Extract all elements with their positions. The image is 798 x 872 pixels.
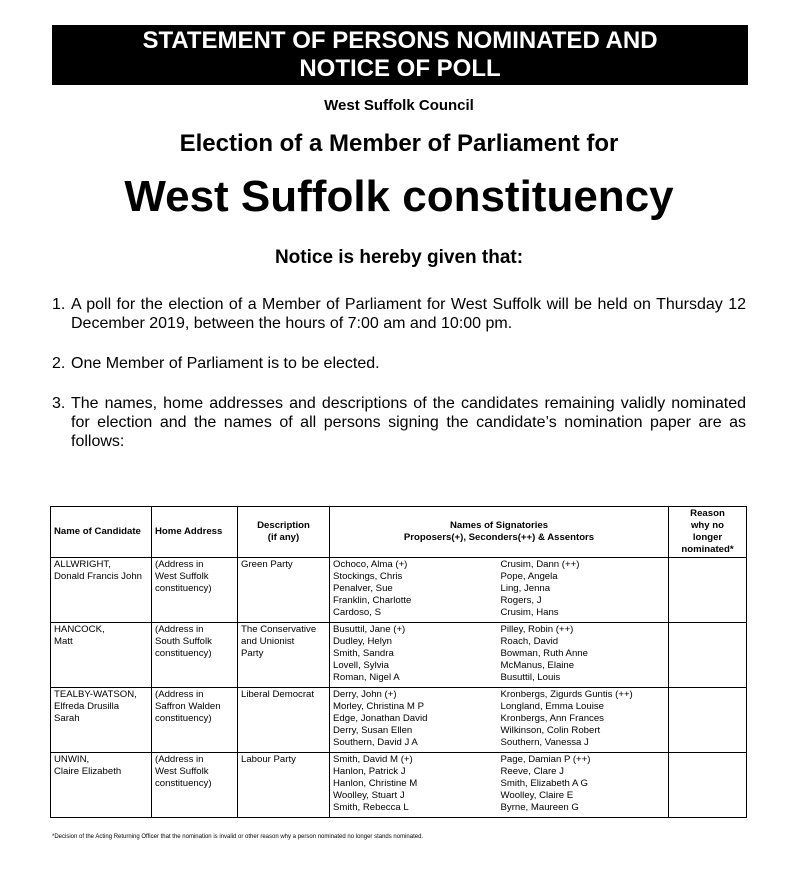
cell-line: Reeve, Clare J [500, 766, 564, 777]
paragraph-2 [52, 354, 746, 373]
cell-line: Matt [54, 636, 73, 647]
reason-cell [669, 558, 747, 623]
cell-line: Pilley, Robin (++) [500, 624, 574, 635]
candidate-name-cell [51, 623, 152, 688]
cell-line: TEALBY-WATSON, [54, 689, 137, 700]
cell-line: Rogers, J [500, 595, 542, 606]
description-cell [238, 688, 330, 753]
cell-line: Busuttil, Jane (+) [333, 624, 406, 635]
cell-line: Kronbergs, Ann Frances [500, 713, 604, 724]
cell-line: Dudley, Helyn [333, 636, 393, 647]
cell-line: Page, Damian P (++) [500, 754, 591, 765]
signatories-left-cell [330, 753, 498, 818]
constituency-title: West Suffolk constituency [124, 172, 674, 221]
table-row [51, 688, 747, 753]
cell-line: Crusim, Dann (++) [500, 559, 580, 570]
cell-line: Ling, Jenna [500, 583, 551, 594]
cell-line: Party [241, 648, 264, 659]
cell-line: The Conservative [241, 624, 317, 635]
cell-line: West Suffolk [155, 766, 209, 777]
cell-line: Roach, David [500, 636, 559, 647]
cell-line: and Unionist [241, 636, 295, 647]
cell-line: Green Party [241, 559, 293, 570]
paragraph-text: One Member of Parliament is to be elected. [71, 355, 380, 372]
header-reason: Reason why no longer nominated* [669, 507, 747, 558]
candidates-table [50, 506, 747, 818]
cell-line: constituency) [155, 648, 212, 659]
paragraph-number: 2. [52, 355, 66, 372]
paragraph-text: A poll for the election of a Member of Parliament for West Suffolk will be held on Thursday 12 December 2019, between the hours of 7:00 am and 10:00 pm. [71, 296, 746, 332]
signatories-left-cell [330, 688, 498, 753]
banner-line-1: STATEMENT OF PERSONS NOMINATED AND [142, 27, 658, 54]
signatories-left-cell [330, 623, 498, 688]
cell-line: Woolley, Claire E [500, 790, 574, 801]
title-banner [52, 25, 748, 85]
reason-cell [669, 753, 747, 818]
candidate-name-cell [51, 558, 152, 623]
cell-line: Franklin, Charlotte [333, 595, 412, 606]
cell-line: Morley, Christina M P [333, 701, 424, 712]
candidate-name-cell [51, 688, 152, 753]
cell-line: (Address in [155, 559, 204, 570]
cell-line: constituency) [155, 778, 212, 789]
paragraph-3 [52, 394, 746, 451]
cell-line: Crusim, Hans [500, 607, 559, 618]
cell-line: Southern, David J A [333, 737, 418, 748]
home-address-cell [152, 558, 238, 623]
home-address-cell [152, 688, 238, 753]
cell-line: Smith, Elizabeth A G [500, 778, 588, 789]
header-candidate-name: Name of Candidate [51, 507, 152, 558]
cell-line: Busuttil, Louis [500, 672, 561, 683]
table-row [51, 753, 747, 818]
cell-line: UNWIN, [54, 754, 90, 765]
reason-cell [669, 688, 747, 753]
signatories-right-cell [498, 753, 669, 818]
reason-cell [669, 623, 747, 688]
banner-line-2: NOTICE OF POLL [299, 55, 501, 82]
cell-line: Wilkinson, Colin Robert [500, 725, 601, 736]
cell-line: Woolley, Stuart J [333, 790, 405, 801]
cell-line: Sarah [54, 713, 80, 724]
header-signatories: Names of Signatories Proposers(+), Seconders(++) & Assentors [330, 507, 669, 558]
cell-line: Smith, Rebecca L [333, 802, 409, 813]
cell-line: Derry, Susan Ellen [333, 725, 413, 736]
cell-line: Hanlon, Christine M [333, 778, 418, 789]
cell-line: Saffron Walden [155, 701, 221, 712]
cell-line: Elfreda Drusilla [54, 701, 120, 712]
cell-line: Roman, Nigel A [333, 672, 400, 683]
cell-line: (Address in [155, 754, 204, 765]
cell-line: Smith, David M (+) [333, 754, 413, 765]
footnote: *Decision of the Acting Returning Officer that the nomination is invalid or other reason why a person nominated no longer stands nominated. [52, 834, 424, 840]
cell-line: Byrne, Maureen G [500, 802, 579, 813]
paragraph-number: 1. [52, 296, 66, 313]
signatories-left-cell [330, 558, 498, 623]
cell-line: Donald Francis John [54, 571, 142, 582]
cell-line: HANCOCK, [54, 624, 105, 635]
cell-line: (Address in [155, 624, 204, 635]
paragraph-1 [52, 295, 746, 333]
cell-line: constituency) [155, 583, 212, 594]
description-cell [238, 558, 330, 623]
paragraph-number: 3. [52, 395, 66, 412]
table-row [51, 558, 747, 623]
cell-line: (Address in [155, 689, 204, 700]
table-header-row [51, 507, 747, 558]
cell-line: constituency) [155, 713, 212, 724]
council-name: West Suffolk Council [324, 97, 474, 114]
cell-line: Labour Party [241, 754, 296, 765]
cell-line: Ochoco, Alma (+) [333, 559, 408, 570]
header-description: Description (if any) [238, 507, 330, 558]
cell-line: Southern, Vanessa J [500, 737, 589, 748]
cell-line: Hanlon, Patrick J [333, 766, 406, 777]
description-cell [238, 753, 330, 818]
cell-line: Penalver, Sue [333, 583, 393, 594]
cell-line: Liberal Democrat [241, 689, 315, 700]
cell-line: McManus, Elaine [500, 660, 575, 671]
cell-line: Cardoso, S [333, 607, 381, 618]
signatories-right-cell [498, 558, 669, 623]
cell-line: South Suffolk [155, 636, 212, 647]
cell-line: Pope, Angela [500, 571, 558, 582]
candidate-name-cell [51, 753, 152, 818]
cell-line: Claire Elizabeth [54, 766, 122, 777]
signatories-right-cell [498, 688, 669, 753]
table-row [51, 623, 747, 688]
home-address-cell [152, 623, 238, 688]
notice-heading: Notice is hereby given that: [274, 247, 524, 268]
home-address-cell [152, 753, 238, 818]
cell-line: Longland, Emma Louise [500, 701, 604, 712]
cell-line: Derry, John (+) [333, 689, 397, 700]
cell-line: West Suffolk [155, 571, 209, 582]
signatories-right-cell [498, 623, 669, 688]
cell-line: Edge, Jonathan David [333, 713, 428, 724]
header-home-address: Home Address [152, 507, 238, 558]
description-cell [238, 623, 330, 688]
cell-line: ALLWRIGHT, [54, 559, 111, 570]
paragraph-text: The names, home addresses and descriptions of the candidates remaining validly nominated for election and the names of all persons signing the candidate’s nomination paper are as follows: [71, 395, 746, 450]
cell-line: Smith, Sandra [333, 648, 394, 659]
cell-line: Stockings, Chris [333, 571, 403, 582]
cell-line: Lovell, Sylvia [333, 660, 389, 671]
election-title: Election of a Member of Parliament for [179, 130, 619, 157]
cell-line: Kronbergs, Zigurds Guntis (++) [500, 689, 633, 700]
cell-line: Bowman, Ruth Anne [500, 648, 588, 659]
